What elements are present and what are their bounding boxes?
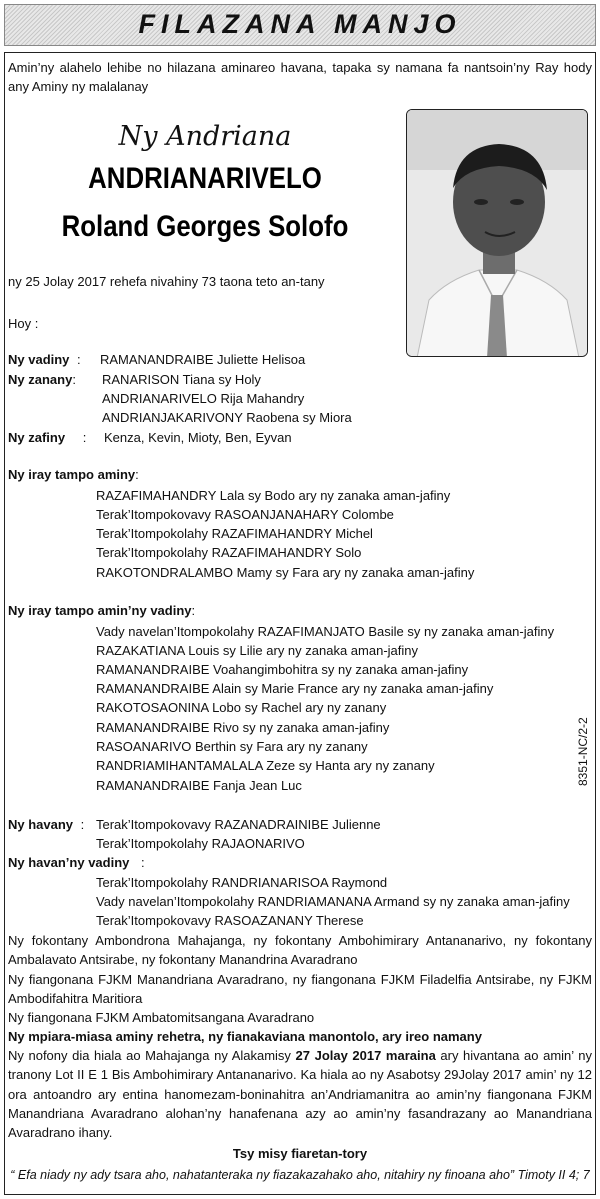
grandchildren-label: Ny zafiny: [8, 430, 66, 445]
widow-label: Ny vadiny: [8, 352, 70, 367]
bible-verse: “ Efa niady ny ady tsara aho, nahatanteraka ny fiazakazahako aho, nitahiry ny finoana aho” Timoty II 4; 7: [10, 1168, 590, 1182]
portrait-photo: [406, 109, 588, 357]
grandchildren-sep: :: [82, 430, 87, 445]
surname: ANDRIANARIVELO: [88, 162, 322, 195]
portrait-image: [407, 110, 588, 357]
wife-sibling-item: RAZAKATIANA Louis sy Lilie ary ny zanaka aman-jafiny: [96, 643, 419, 658]
wife-sibling-item: RAKOTOSAONINA Lobo sy Rachel ary ny zanany: [96, 700, 387, 715]
child-item: ANDRIANJAKARIVONY Raobena sy Miora: [102, 410, 352, 425]
fiangonana-text: Ny fiangonana FJKM Manandriana Avaradrano, ny fiangonana FJKM Filadelfia Antsirabe, ny FJKM Ambodifahitra Maritiora: [8, 972, 592, 1007]
no-condolence-note: Tsy misy fiaretan-tory: [232, 1146, 368, 1161]
relative-item: Terak’Itompokovavy RAZANADRAINIBE Julienne: [96, 817, 381, 832]
wife-siblings-sep: :: [191, 603, 196, 618]
children-label: Ny zanany: [8, 372, 73, 387]
fokontany-text: Ny fokontany Ambondrona Mahajanga, ny fokontany Ambohimirary Antananarivo, ny fokontany Ambalavato Antsirabe, ny fokontany Manandrina Avaradrano: [8, 933, 592, 968]
sibling-item: Terak’Itompokovavy RASOANJANAHARY Colombe: [96, 507, 394, 522]
sibling-item: Terak’Itompokolahy RAZAFIMAHANDRY Solo: [96, 545, 362, 560]
wife-sibling-item: RAMANANDRAIBE Alain sy Marie France ary ny zanaka aman-jafiny: [96, 681, 494, 696]
intro-text: Amin’ny alahelo lehibe no hilazana aminareo havana, tapaka sy namana fa nantsoin’ny Ray hody any Aminy ny malalanay: [8, 60, 592, 94]
child-item: RANARISON Tiana sy Holy: [102, 372, 261, 387]
wife-sibling-item: RAMANANDRAIBE Voahangimbohitra sy ny zanaka aman-jafiny: [96, 662, 469, 677]
header-banner: [4, 4, 596, 46]
wife-relative-item: Terak’Itompokolahy RANDRIANARISOA Raymond: [96, 875, 388, 890]
funeral-paragraph: [8, 1046, 592, 1142]
funeral-text-2: ary hivantana ao amin’ ny tranony Lot II E 1 Bis Ambohimirary Antananarivo. Ka hiala ao ny Asabotsy 29Jolay 2017 amin’ ny 12 ora antoandro ary entina hanomezam-boninahitra an’Andriamanitra ao amin’ny fiangonana FJKM Manandriana Avaradrano alohan’ny hanafenana azy ao amin’ny fasandrazany ao Manandriana Avaradrano ihany.: [8, 1048, 592, 1141]
wife-siblings-heading: [8, 601, 195, 620]
wife-siblings-label: Ny iray tampo amin’ny vadiny: [8, 603, 192, 618]
wife-sibling-item: RAMANANDRAIBE Fanja Jean Luc: [96, 778, 302, 793]
relatives-sep: :: [80, 817, 85, 832]
wife-relatives-label: Ny havan’ny vadiny: [8, 855, 130, 870]
widow-sep: :: [77, 352, 81, 367]
grandchildren-names: Kenza, Kevin, Mioty, Ben, Eyvan: [104, 430, 292, 445]
wife-relatives-row: [8, 853, 145, 872]
given-names: Roland Georges Solofo: [61, 210, 349, 243]
child-item: ANDRIANARIVELO Rija Mahandry: [102, 391, 305, 406]
wife-relative-item: Vady navelan’Itompokolahy RANDRIAMANANA Armand sy ny zanaka aman-jafiny: [96, 894, 570, 909]
children-row: [8, 370, 76, 389]
reference-code: 8351-NC/2-2: [576, 717, 590, 786]
siblings-heading: [8, 465, 139, 484]
widow-name: RAMANANDRAIBE Juliette Helisoa: [100, 352, 306, 367]
wife-relatives-sep: :: [141, 855, 145, 870]
relatives-label: Ny havany: [8, 817, 74, 832]
wife-sibling-item: Vady navelan’Itompokolahy RAZAFIMANJATO Basile sy ny zanaka aman-jafiny: [96, 624, 555, 639]
relative-item: Terak’Itompokolahy RAJAONARIVO: [96, 836, 305, 851]
colleagues-text: Ny mpiara-miasa aminy rehetra, ny fianakaviana manontolo, ary ireo namany: [8, 1029, 482, 1044]
sibling-item: Terak’Itompokolahy RAZAFIMAHANDRY Michel: [96, 526, 373, 541]
wife-sibling-item: RAMANANDRAIBE Rivo sy ny zanaka aman-jafiny: [96, 720, 390, 735]
hoy-label: Hoy :: [8, 316, 39, 331]
wife-relative-item: Terak’Itompokovavy RASOAZANANY Therese: [96, 913, 364, 928]
relatives-row: [8, 815, 84, 834]
wife-sibling-item: RASOANARIVO Berthin sy Fara ary ny zanany: [96, 739, 368, 754]
funeral-date-bold: 27 Jolay 2017 maraina: [295, 1048, 436, 1063]
children-sep: :: [72, 372, 76, 387]
sibling-item: RAKOTONDRALAMBO Mamy sy Fara ary ny zanaka aman-jafiny: [96, 565, 475, 580]
grandchildren-row: [8, 428, 86, 447]
wife-sibling-item: RANDRIAMIHANTAMALALA Zeze sy Hanta ary ny zanany: [96, 758, 435, 773]
fiangonana-text-2: Ny fiangonana FJKM Ambatomitsangana Avaradrano: [8, 1010, 315, 1025]
honorific: Ny Andriana: [118, 121, 292, 152]
widow-row: [8, 350, 81, 369]
siblings-sep: :: [135, 467, 139, 482]
death-date-line: ny 25 Jolay 2017 rehefa nivahiny 73 taona teto an-tany: [8, 274, 325, 289]
header-title: FILAZANA MANJO: [138, 9, 462, 40]
siblings-label: Ny iray tampo aminy: [8, 467, 136, 482]
funeral-text-1: Ny nofony dia hiala ao Mahajanga ny Alakamisy: [8, 1048, 296, 1063]
sibling-item: RAZAFIMAHANDRY Lala sy Bodo ary ny zanaka aman-jafiny: [96, 488, 451, 503]
